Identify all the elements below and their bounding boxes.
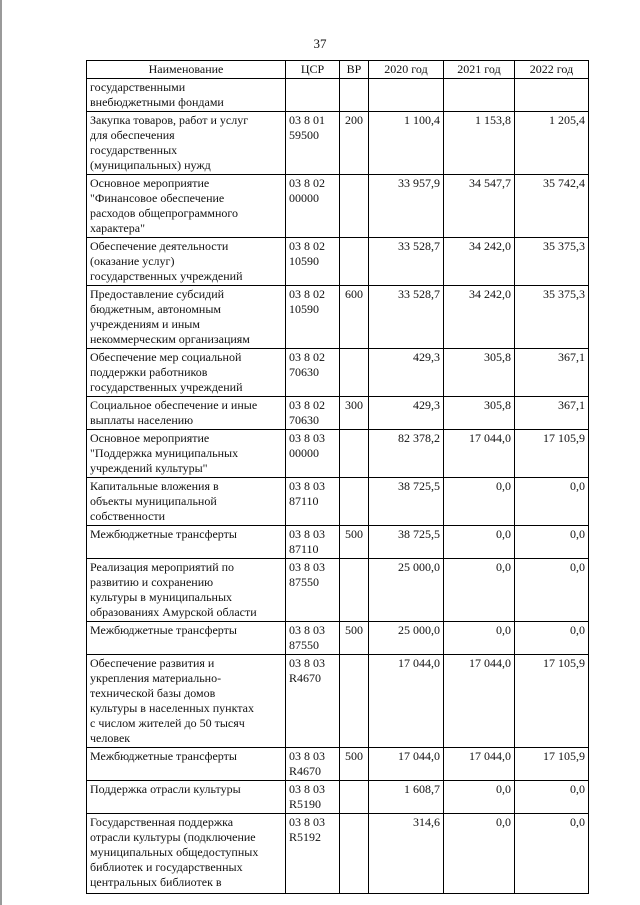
row-value-2022: 0,0 — [515, 814, 589, 894]
row-name-line: (оказание услуг) — [90, 254, 175, 268]
row-name-line: человек — [90, 731, 131, 745]
table-row — [87, 430, 589, 478]
row-vr — [340, 238, 369, 286]
scan-left-edge — [0, 0, 2, 905]
row-name — [87, 397, 286, 430]
row-value-2020: 17 044,0 — [369, 748, 444, 781]
row-name-line: Межбюджетные трансферты — [90, 623, 237, 637]
row-value-2021: 34 547,7 — [444, 175, 515, 238]
row-name-line: Основное мероприятие — [90, 431, 210, 445]
row-name-line: внебюджетными фондами — [90, 95, 224, 109]
row-value-2020: 38 725,5 — [369, 526, 444, 559]
row-csr — [286, 478, 340, 526]
row-csr-line: 03 8 02 — [289, 350, 325, 364]
row-value-2022: 367,1 — [515, 349, 589, 397]
row-value-2021: 0,0 — [444, 814, 515, 894]
row-csr-line: 03 8 02 — [289, 287, 325, 301]
row-csr — [286, 559, 340, 622]
row-vr: 300 — [340, 397, 369, 430]
row-name — [87, 622, 286, 655]
row-value-2021: 1 153,8 — [444, 112, 515, 175]
row-name-line: Межбюджетные трансферты — [90, 749, 237, 763]
row-value-2021: 17 044,0 — [444, 430, 515, 478]
row-name-line: укрепления материально- — [90, 671, 222, 685]
row-value-2020: 429,3 — [369, 349, 444, 397]
row-name-line: Обеспечение мер социальной — [90, 350, 242, 364]
row-csr — [286, 238, 340, 286]
row-name-line: государственных учреждений — [90, 269, 243, 283]
row-value-2020: 1 100,4 — [369, 112, 444, 175]
row-value-2020: 38 725,5 — [369, 478, 444, 526]
row-value-2020 — [369, 79, 444, 112]
row-value-2020: 33 957,9 — [369, 175, 444, 238]
row-name-line: отрасли культуры (подключение — [90, 830, 256, 844]
table-row — [87, 286, 589, 349]
table-row — [87, 622, 589, 655]
row-vr: 500 — [340, 526, 369, 559]
row-csr — [286, 814, 340, 894]
row-name-line: "Поддержка муниципальных — [90, 446, 239, 460]
row-value-2022: 17 105,9 — [515, 655, 589, 748]
row-value-2020: 17 044,0 — [369, 655, 444, 748]
budget-table — [86, 60, 589, 894]
row-name-line: культуры в населенных пунктах — [90, 701, 254, 715]
row-csr-line: 03 8 03 — [289, 782, 325, 796]
row-csr-line: R5192 — [289, 830, 322, 844]
row-csr-line: 03 8 03 — [289, 749, 325, 763]
row-csr-line: 87550 — [289, 638, 319, 652]
row-vr — [340, 430, 369, 478]
row-name-line: Государственная поддержка — [90, 815, 234, 829]
row-csr — [286, 781, 340, 814]
header-2020: 2020 год — [369, 61, 444, 79]
row-csr-line: 87110 — [289, 494, 319, 508]
row-name — [87, 478, 286, 526]
row-csr — [286, 349, 340, 397]
table-row — [87, 175, 589, 238]
row-name-line: государственных учреждений — [90, 380, 243, 394]
row-value-2021: 17 044,0 — [444, 748, 515, 781]
table-row — [87, 526, 589, 559]
row-name-line: Капитальные вложения в — [90, 479, 219, 493]
row-name-line: собственности — [90, 509, 166, 523]
row-name-line: расходов общепрограммного — [90, 206, 239, 220]
row-value-2021: 34 242,0 — [444, 286, 515, 349]
row-csr-line: 87110 — [289, 542, 319, 556]
row-csr-line: 03 8 03 — [289, 527, 325, 541]
row-name-line: развитию и сохранению — [90, 575, 214, 589]
row-value-2022: 17 105,9 — [515, 748, 589, 781]
row-value-2022: 0,0 — [515, 526, 589, 559]
row-name-line: (муниципальных) нужд — [90, 158, 211, 172]
row-csr-line: 59500 — [289, 128, 319, 142]
row-name-line: для обеспечения — [90, 128, 175, 142]
row-csr — [286, 397, 340, 430]
row-value-2022: 0,0 — [515, 781, 589, 814]
row-csr-line: R5190 — [289, 797, 322, 811]
row-value-2022: 1 205,4 — [515, 112, 589, 175]
row-name-line: с числом жителей до 50 тысяч — [90, 716, 245, 730]
row-name-line: Предоставление субсидий — [90, 287, 225, 301]
row-value-2021: 305,8 — [444, 397, 515, 430]
row-name — [87, 814, 286, 894]
table-row — [87, 748, 589, 781]
row-value-2020: 1 608,7 — [369, 781, 444, 814]
table-row — [87, 814, 589, 894]
row-csr-line: 03 8 03 — [289, 560, 325, 574]
row-csr-line: 00000 — [289, 446, 319, 460]
table-header-row — [87, 61, 589, 79]
table-row — [87, 349, 589, 397]
row-name-line: Поддержка отрасли культуры — [90, 782, 241, 796]
header-2022: 2022 год — [515, 61, 589, 79]
row-csr — [286, 526, 340, 559]
table-row — [87, 655, 589, 748]
row-csr-line: 10590 — [289, 254, 319, 268]
row-value-2021: 0,0 — [444, 781, 515, 814]
row-value-2020: 25 000,0 — [369, 559, 444, 622]
header-2021: 2021 год — [444, 61, 515, 79]
row-vr: 600 — [340, 286, 369, 349]
row-csr-line: 03 8 02 — [289, 239, 325, 253]
row-name-line: бюджетным, автономным — [90, 302, 221, 316]
row-csr — [286, 430, 340, 478]
row-name-line: Обеспечение развития и — [90, 656, 215, 670]
row-name-line: Межбюджетные трансферты — [90, 527, 237, 541]
row-name-line: Закупка товаров, работ и услуг — [90, 113, 249, 127]
row-value-2022: 0,0 — [515, 559, 589, 622]
row-name-line: образованиях Амурской области — [90, 605, 257, 619]
row-value-2022: 367,1 — [515, 397, 589, 430]
row-name — [87, 781, 286, 814]
row-name — [87, 238, 286, 286]
row-name-line: государственными — [90, 80, 186, 94]
row-name — [87, 79, 286, 112]
row-value-2022: 35 375,3 — [515, 238, 589, 286]
row-vr — [340, 79, 369, 112]
row-name-line: центральных библиотек в — [90, 875, 222, 889]
row-value-2020: 33 528,7 — [369, 286, 444, 349]
row-csr — [286, 79, 340, 112]
table-body — [87, 79, 589, 894]
row-csr-line: R4670 — [289, 671, 322, 685]
row-name — [87, 559, 286, 622]
row-csr-line: 03 8 02 — [289, 176, 325, 190]
row-vr — [340, 814, 369, 894]
row-name — [87, 655, 286, 748]
row-csr-line: 03 8 03 — [289, 815, 325, 829]
row-value-2022 — [515, 79, 589, 112]
row-csr-line: 87550 — [289, 575, 319, 589]
row-name-line: Основное мероприятие — [90, 176, 210, 190]
row-name-line: выплаты населению — [90, 413, 194, 427]
row-name — [87, 349, 286, 397]
header-name: Наименование — [87, 61, 286, 79]
row-name-line: культуры в муниципальных — [90, 590, 233, 604]
row-csr — [286, 748, 340, 781]
row-value-2020: 429,3 — [369, 397, 444, 430]
row-name-line: библиотек и государственных — [90, 860, 243, 874]
row-value-2021: 0,0 — [444, 526, 515, 559]
row-value-2020: 314,6 — [369, 814, 444, 894]
row-value-2022: 35 375,3 — [515, 286, 589, 349]
row-value-2020: 33 528,7 — [369, 238, 444, 286]
row-name-line: учреждениям и иным — [90, 317, 200, 331]
row-csr — [286, 112, 340, 175]
row-vr — [340, 349, 369, 397]
row-value-2021: 17 044,0 — [444, 655, 515, 748]
row-value-2021: 0,0 — [444, 559, 515, 622]
row-value-2022: 0,0 — [515, 478, 589, 526]
table-row — [87, 112, 589, 175]
row-csr — [286, 286, 340, 349]
row-name-line: некоммерческим организациям — [90, 332, 250, 346]
row-name-line: Реализация мероприятий по — [90, 560, 235, 574]
row-value-2022: 35 742,4 — [515, 175, 589, 238]
row-name-line: "Финансовое обеспечение — [90, 191, 225, 205]
row-csr-line: 70630 — [289, 413, 319, 427]
row-csr-line: 70630 — [289, 365, 319, 379]
row-name — [87, 175, 286, 238]
row-name — [87, 112, 286, 175]
table-row — [87, 559, 589, 622]
row-vr — [340, 655, 369, 748]
row-csr-line: 00000 — [289, 191, 319, 205]
row-csr-line: 10590 — [289, 302, 319, 316]
row-vr — [340, 175, 369, 238]
row-value-2021: 0,0 — [444, 622, 515, 655]
row-name-line: объекты муниципальной — [90, 494, 217, 508]
table-row — [87, 79, 589, 112]
row-csr-line: 03 8 01 — [289, 113, 325, 127]
row-vr — [340, 781, 369, 814]
row-name-line: учреждений культуры" — [90, 461, 208, 475]
row-csr-line: 03 8 02 — [289, 398, 325, 412]
row-value-2020: 25 000,0 — [369, 622, 444, 655]
row-vr — [340, 478, 369, 526]
row-name — [87, 430, 286, 478]
row-name — [87, 748, 286, 781]
row-vr: 200 — [340, 112, 369, 175]
row-csr-line: 03 8 03 — [289, 479, 325, 493]
header-vr: ВР — [340, 61, 369, 79]
row-name — [87, 526, 286, 559]
row-value-2021: 305,8 — [444, 349, 515, 397]
row-name-line: Социальное обеспечение и иные — [90, 398, 258, 412]
row-csr-line: R4670 — [289, 764, 322, 778]
row-name-line: поддержки работников — [90, 365, 208, 379]
row-vr — [340, 559, 369, 622]
row-name-line: муниципальных общедоступных — [90, 845, 259, 859]
row-value-2021: 34 242,0 — [444, 238, 515, 286]
row-name — [87, 286, 286, 349]
row-value-2022: 17 105,9 — [515, 430, 589, 478]
row-vr: 500 — [340, 748, 369, 781]
row-value-2021 — [444, 79, 515, 112]
row-csr-line: 03 8 03 — [289, 623, 325, 637]
row-csr — [286, 655, 340, 748]
row-csr — [286, 175, 340, 238]
row-name-line: технической базы домов — [90, 686, 216, 700]
row-csr — [286, 622, 340, 655]
row-value-2022: 0,0 — [515, 622, 589, 655]
page-number: 37 — [313, 36, 327, 51]
row-vr: 500 — [340, 622, 369, 655]
row-value-2020: 82 378,2 — [369, 430, 444, 478]
row-csr-line: 03 8 03 — [289, 656, 325, 670]
row-name-line: Обеспечение деятельности — [90, 239, 229, 253]
row-value-2021: 0,0 — [444, 478, 515, 526]
table-row — [87, 781, 589, 814]
row-name-line: государственных — [90, 143, 178, 157]
row-csr-line: 03 8 03 — [289, 431, 325, 445]
header-csr: ЦСР — [286, 61, 340, 79]
row-name-line: характера" — [90, 221, 145, 235]
table-row — [87, 397, 589, 430]
table-row — [87, 238, 589, 286]
table-row — [87, 478, 589, 526]
